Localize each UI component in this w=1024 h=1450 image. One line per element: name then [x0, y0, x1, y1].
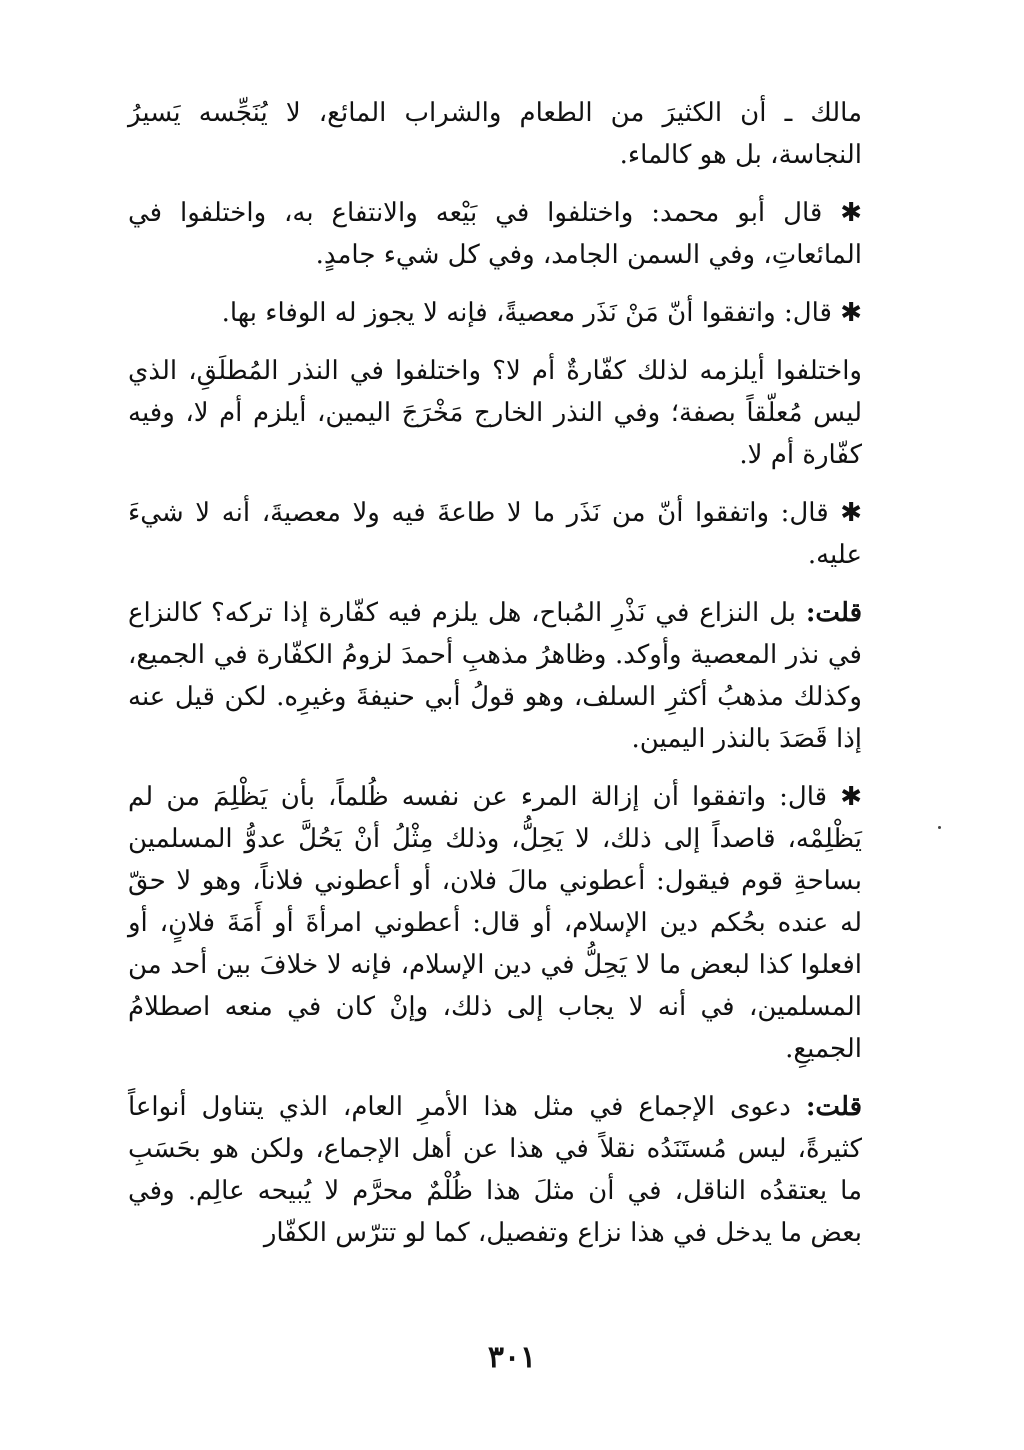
- paragraph-2: [128, 192, 862, 276]
- paragraph-4: [128, 350, 862, 476]
- paragraph-8: [128, 1086, 862, 1254]
- scan-speck: [938, 826, 941, 829]
- paragraph-5: [128, 492, 862, 576]
- paragraph-lead: قلت:: [805, 598, 862, 628]
- paragraph-text: ✱ قال: واتفقوا أن إزالة المرء عن نفسه ظُلماً، بأن يَظْلِمَ من لم يَظْلِمْه، قاصداً إلى ذلك، لا يَحِلُّ، وذلك مِثْلُ أنْ يَحُلَّ عدوُّ المسلمين بساحةِ قوم فيقول: أعطوني مالَ فلان، أو أعطوني فلاناً، وهو لا حقّ له عنده بحُكم دين الإسلام، أو قال: أعطوني امرأةَ أو أَمَةَ فلانٍ، أو افعلوا كذا لبعض ما لا يَحِلُّ في دين الإسلام، فإنه لا خلافَ بين أحد من المسلمين، في أنه لا يجاب إلى ذلك، وإنْ كان في منعه اصطلامُ الجميعِ.: [128, 782, 862, 1064]
- paragraph-lead: قلت:: [805, 1092, 862, 1122]
- paragraph-text: مالك ـ أن الكثيرَ من الطعام والشراب المائع، لا يُنَجِّسه يَسيرُ النجاسة، بل هو كالماء.: [128, 98, 862, 170]
- document-page: [128, 92, 862, 1270]
- paragraph-3: [128, 292, 862, 334]
- paragraph-1: [128, 92, 862, 176]
- paragraph-text: ✱ قال: واتفقوا أنّ مَنْ نَذَر معصيةً، فإنه لا يجوز له الوفاء بها.: [221, 298, 862, 328]
- paragraph-text: واختلفوا أيلزمه لذلك كفّارةٌ أم لا؟ واختلفوا في النذر المُطلَقِ، الذي ليس مُعلّقاً بصفة؛ وفي النذر الخارج مَخْرَجَ اليمين، أيلزم أم لا، وفيه كفّارة أم لا.: [128, 356, 862, 470]
- paragraph-text: ✱ قال أبو محمد: واختلفوا في بَيْعه والانتفاع به، واختلفوا في المائعاتِ، وفي السمن الجامد، وفي كل شيء جامدٍ.: [128, 198, 862, 270]
- paragraph-text: ✱ قال: واتفقوا أنّ من نَذَر ما لا طاعةَ فيه ولا معصيةَ، أنه لا شيءَ عليه.: [128, 498, 862, 570]
- paragraph-7: [128, 776, 862, 1070]
- paragraph-text: دعوى الإجماع في مثل هذا الأمرِ العام، الذي يتناول أنواعاً كثيرةً، ليس مُستَنَدُه نقلاً في هذا عن أهل الإجماع، ولكن هو بحَسَبِ ما يعتقدُه الناقل، في أن مثلَ هذا ظُلْمٌ محرَّم لا يُبيحه عالِم. وفي بعض ما يدخل في هذا نزاع وتفصيل، كما لو تترّس الكفّار: [128, 1092, 862, 1248]
- page-number: ٣٠١: [487, 1340, 537, 1375]
- paragraph-6: [128, 592, 862, 760]
- paragraph-text: بل النزاع في نَذْرِ المُباح، هل يلزم فيه كفّارة إذا تركه؟ كالنزاع في نذر المعصية وأوكد. وظاهرُ مذهبِ أحمدَ لزومُ الكفّارة في الجميع، وكذلك مذهبُ أكثرِ السلف، وهو قولُ أبي حنيفةَ وغيرِه. لكن قيل عنه إذا قَصَدَ بالنذر اليمين.: [128, 598, 862, 754]
